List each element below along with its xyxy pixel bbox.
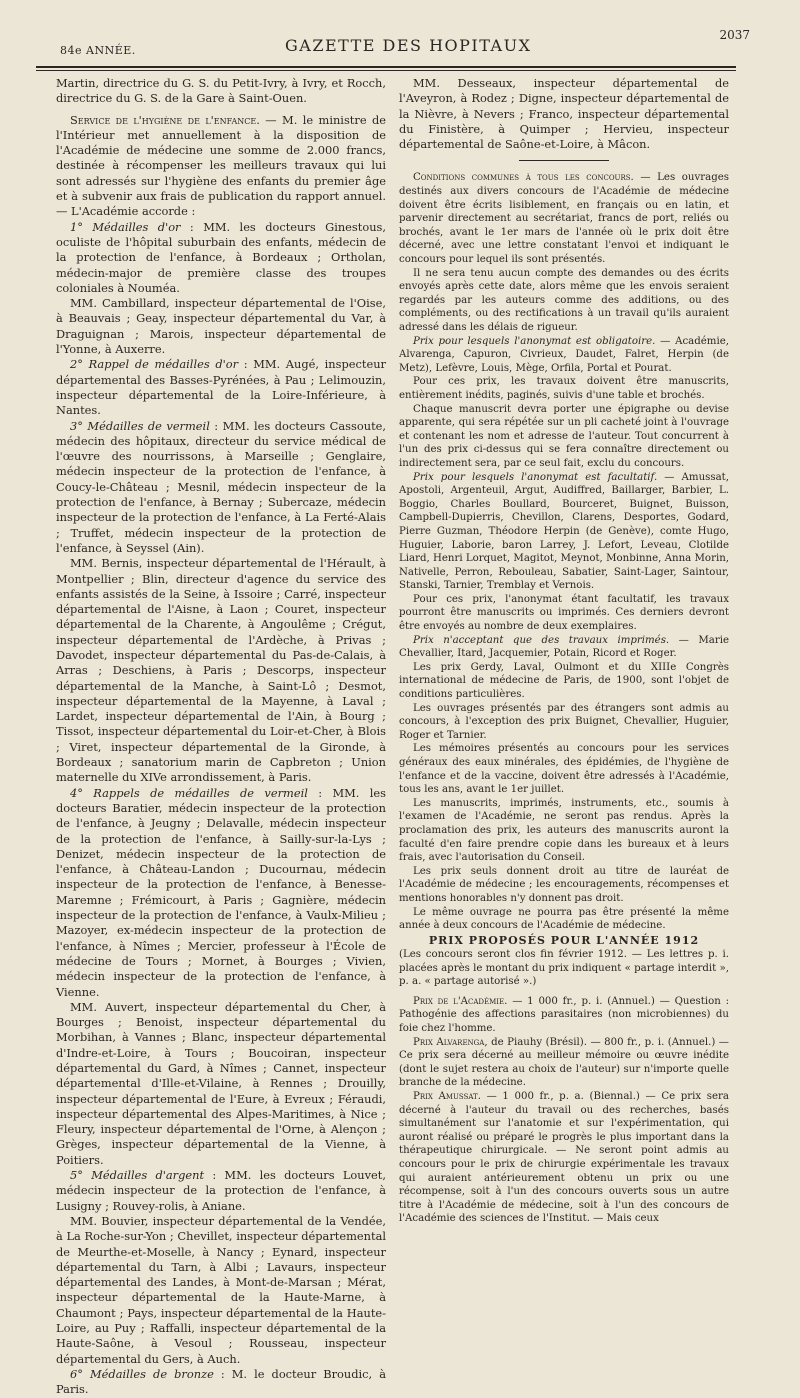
paragraph: Prix Amussat. — 1 000 fr., p. a. (Biennal.) — Ce prix sera décerné à l'auteur du travail ou des recherches, basés simultanément sur l'anatomie et sur l'expérimentation, qui auront réalisé ou préparé le progrès le plus important dans la thérapeutique chirurgicale. — Ne seront point admis au concours pour le prix de chirurgie expérimentale les travaux qui auraient antérieurement obtenu un prix ou une récompense, soit à l'un des concours ouverts sous un autre titre à l'Académie de médecine, soit à l'un des concours de l'Académie des sciences de l'Institut. — Mais ceux [399, 1090, 729, 1225]
paragraph: 3° Médailles de vermeil : MM. les docteurs Cassoute, médecin des hôpitaux, directeur du service médical de l'œuvre des nourrissons, à Marseille ; Genglaire, médecin inspecteur de la protection de l'enfance, à Coucy-le-Château ; Mesnil, médecin inspecteur de la protection de l'enfance, à Bernay ; Subercaze, médecin inspecteur de la protection de l'enfance, à La Ferté-Alais ; Truffet, médecin inspecteur de la protection de l'enfance, à Seyssel (Ain). [56, 418, 387, 555]
header-rule-thick [36, 66, 736, 68]
paragraph: Les manuscrits, imprimés, instruments, etc., soumis à l'examen de l'Académie, ne seront pas rendus. Après la proclamation des prix, les auteurs des manuscrits auront la faculté d'en faire prendre copie dans les bureaux et à leurs frais, avec l'autorisation du Conseil. [399, 797, 729, 864]
paragraph: Les prix Gerdy, Laval, Oulmont et du XIIIe Congrès international de médecine de Paris, de 1900, sont l'objet de conditions particulières. [399, 661, 729, 701]
volume-label: 84e ANNÉE. [60, 44, 136, 57]
paragraph: Conditions communes à tous les concours. — Les ouvrages destinés aux divers concours de l'Académie de médecine doivent être écrits lisiblement, en français ou en latin, et parvenir directement au secrétariat, francs de port, reliés ou brochés, avant le 1er mars de l'année où le prix doit être décerné, avec une lettre constatant l'envoi et indiquant le concours pour lequel ils sont présentés. [399, 172, 729, 266]
award-heading: 3° Médailles de vermeil [70, 418, 210, 433]
separator-rule [519, 160, 609, 161]
prize-heading: Prix Alvarenga, [413, 1036, 488, 1048]
paragraph: Chaque manuscrit devra porter une épigraphe ou devise apparente, qui sera répétée sur un pli cacheté joint à l'ouvrage et contenant les nom et adresse de l'auteur. Tout concurrent à l'un des prix ci-dessus qui se fera connaître directement ou indirectement sera, par ce seul fait, exclu du concours. [399, 403, 729, 469]
paragraph: Les mémoires présentés au concours pour les services généraux des eaux minérales, des épidémies, de l'hygiène de l'enfance et de la vaccine, doivent être adressés à l'Académie, tous les ans, avant le 1er juillet. [399, 743, 729, 796]
award-heading: 5° Médailles d'argent [70, 1168, 205, 1183]
paragraph: MM. Desseaux, inspecteur départemental de l'Aveyron, à Rodez ; Digne, inspecteur départemental de la Nièvre, à Nevers ; Franco, inspecteur départemental du Finistère, à Quimper ; Hervieu, inspecteur départemental de Saône-et-Loire, à Mâcon. [399, 76, 729, 152]
paragraph: Prix Alvarenga, de Piauhy (Brésil). — 800 fr., p. i. (Annuel.) — Ce prix sera décerné au meilleur mémoire ou œuvre inédite (dont le sujet restera au choix de l'auteur) sur n'importe quelle branche de la médecine. [399, 1036, 729, 1089]
award-heading: 1° Médailles d'or [70, 219, 181, 234]
header-rule-thin [36, 70, 736, 71]
paragraph: 2° Rappel de médailles d'or : MM. Augé, inspecteur départemental des Basses-Pyrénées, à Pau ; Lelimouzin, inspecteur départemental de la Loire-Inférieure, à Nantes. [56, 357, 386, 418]
note-paragraph: (Les concours seront clos fin février 1912. — Les lettres p. i. placées après le montant du prix indiquent « partage interdit », p. a. « partage autorisé ».) [399, 949, 729, 988]
paragraph: MM. Bouvier, inspecteur départemental de la Vendée, à La Roche-sur-Yon ; Chevillet, inspecteur départemental de Meurthe-et-Moselle, à Nancy ; Eynard, inspecteur départemental du Tarn, à Albi ; Lavaurs, inspecteur départemental des Landes, à Mont-de-Marsan ; Mérat, inspecteur départemental de la Haute-Marne, à Chaumont ; Pays, inspecteur départemental de la Haute-Loire, au Puy ; Raffalli, inspecteur départemental de la Haute-Saône, à Vesoul ; Rousseau, inspecteur départemental du Gers, à Auch. [56, 1213, 386, 1366]
paragraph: MM. Auvert, inspecteur départemental du Cher, à Bourges ; Benoist, inspecteur départemental du Morbihan, à Vannes ; Blanc, inspecteur départemental d'Indre-et-Loire, à Tours ; Boucoiran, inspecteur départemental du Gard, à Nîmes ; Cannet, inspecteur départemental d'Ille-et-Vilaine, à Rennes ; Drouilly, inspecteur départemental de l'Eure, à Evreux ; Féraudi, inspecteur départemental des Alpes-Maritimes, à Nice ; Fleury, inspecteur départemental de l'Orne, à Alençon ; Grèges, inspecteur départemental de la Vienne, à Poitiers. [56, 999, 386, 1167]
prize-heading: Prix de l'Académie. [413, 995, 508, 1007]
paragraph: Prix de l'Académie. — 1 000 fr., p. i. (Annuel.) — Question : Pathogénie des affections parasitaires (non microbiennes) du foie chez l'homme. [399, 995, 730, 1034]
paragraph: 4° Rappels de médailles de vermeil : MM. les docteurs Baratier, médecin inspecteur de la protection de l'enfance, à Jeugny ; Delavalle, médecin inspecteur de la protection de l'enfance, à Sailly-sur-la-Lys ; Denizet, médecin inspecteur de la protection de l'enfance, à Château-Landon ; Ducournau, médecin inspecteur de la protection de l'enfance, à Benesse-Maremne ; Frémicourt, à Paris ; Gagnière, médecin inspecteur de la protection de l'enfance, à Vaulx-Milieu ; Mazoyer, ex-médecin inspecteur de la protection de l'enfance, à Nîmes ; Mercier, professeur à l'École de médecine de Tours ; Mornet, à Bourges ; Vivien, médecin inspecteur de la protection de l'enfance, à Vienne. [56, 785, 386, 999]
paragraph: Le même ouvrage ne pourra pas être présenté la même année à deux concours de l'Académie de médecine. [399, 906, 729, 932]
paragraph: Pour ces prix, l'anonymat étant facultatif, les travaux pourront être manuscrits ou imprimés. Ces derniers devront être envoyés au nombre de deux exemplaires. [399, 593, 729, 633]
paragraph: Il ne sera tenu aucun compte des demandes ou des écrits envoyés après cette date, alors même que les envois seraient regardés par les auteurs comme des additions, ou des compléments, ou des rectifications à un travail qu'ils auraient adressé dans les délais de rigueur. [399, 267, 729, 334]
paragraph: Les ouvrages présentés par des étrangers sont admis au concours, à l'exception des prix Buignet, Chevallier, Huguier, Roger et Tarnier. [399, 702, 729, 741]
paragraph: Martin, directrice du G. S. du Petit-Ivry, à Ivry, et Rocch, directrice du G. S. de la Gare à Saint-Ouen. [56, 76, 386, 106]
prize-heading: Prix Amussat. [413, 1090, 481, 1102]
prize-heading: Prix pour lesquels l'anonymat est facultatif. [413, 471, 658, 483]
paragraph: Prix pour lesquels l'anonymat est facultatif. — Amussat, Apostoli, Argenteuil, Argut, Audiffred, Baillarger, Barbier, L. Boggio, Charles Boullard, Bourceret, Buignet, Buisson, Campbell-Dupierris, Chevillon, Clarens, Desportes, Godard, Pierre Guzman, Théodore Herpin (de Genève), comte Hugo, Huguier, Laborie, baron Larrey, J. Lefort, Leveau, Clotilde Liard, Henri Lorquet, Magitot, Meynot, Monbinne, Anna Morin, Nativelle, Perron, Rebouleau, Sabatier, Saint-Lager, Saintour, Stanski, Tarnier, Tremblay et Vernois. [399, 471, 729, 592]
section-heading: Service de l'hygiène de l'enfance. [70, 112, 260, 127]
paragraph: 6° Médailles de bronze : M. le docteur Broudic, à Paris. [56, 1366, 386, 1397]
paragraph: Pour ces prix, les travaux doivent être manuscrits, entièrement inédits, paginés, suivis d'une table et brochés. [399, 376, 729, 401]
left-column [56, 76, 387, 1397]
prize-heading: Prix n'acceptant que des travaux imprimés. [413, 634, 670, 646]
paragraph: Prix n'acceptant que des travaux imprimés. — Marie Chevallier, Itard, Jacquemier, Potain, Ricord et Roger. [399, 634, 729, 660]
paragraph: MM. Bernis, inspecteur départemental de l'Hérault, à Montpellier ; Blin, directeur d'agence du service des enfants assistés de la Seine, à Issoire ; Carré, inspecteur départemental de l'Aisne, à Laon ; Couret, inspecteur départemental de la Charente, à Angoulême ; Crégut, inspecteur départemental de l'Ardèche, à Privas ; Davodet, inspecteur départemental du Pas-de-Calais, à Arras ; Deschiens, à Paris ; Descorps, inspecteur départemental de la Manche, à Saint-Lô ; Desmot, inspecteur départemental de la Mayenne, à Laval ; Lardet, inspecteur départemental de l'Ain, à Bourg ; Tissot, inspecteur départemental du Loir-et-Cher, à Blois ; Viret, inspecteur départemental de la Gironde, à Bordeaux ; sanatorium marin de Capbreton ; Union maternelle du XIVe arrondissement, à Paris. [56, 556, 386, 785]
paragraph: Prix pour lesquels l'anonymat est obligatoire. — Académie, Alvarenga, Capuron, Civrieux, Daudet, Falret, Herpin (de Metz), Lefèvre, Louis, Mège, Orfila, Portal et Pourat. [399, 335, 729, 374]
award-heading: 4° Rappels de médailles de vermeil [70, 785, 308, 800]
right-column [399, 76, 730, 1225]
paragraph: MM. Cambillard, inspecteur départemental de l'Oise, à Beauvais ; Geay, inspecteur départemental du Var, à Draguignan ; Marois, inspecteur départemental de l'Yonne, à Auxerre. [56, 296, 386, 357]
section-title: PRIX PROPOSÉS POUR L'ANNÉE 1912 [428, 933, 700, 947]
section-heading: Conditions communes à tous les concours. [413, 172, 634, 184]
journal-title: GAZETTE DES HOPITAUX [285, 36, 532, 55]
award-heading: 6° Médailles de bronze [70, 1366, 214, 1381]
award-heading: 2° Rappel de médailles d'or [70, 357, 239, 372]
page-header [60, 28, 750, 64]
prize-heading: Prix pour lesquels l'anonymat est obligatoire. [413, 335, 656, 347]
paragraph: Les prix seuls donnent droit au titre de lauréat de l'Académie de médecine ; les encouragements, récompenses et mentions honorables n'y donnent pas droit. [399, 865, 729, 904]
paragraph: Service de l'hygiène de l'enfance. — M. le ministre de l'Intérieur met annuellement à la disposition de l'Académie de médecine une somme de 2.000 francs, destinée à récompenser les meilleurs travaux qui lui sont adressés sur l'hygiène des enfants du premier âge et à subvenir aux frais de publication du rapport annuel. — L'Académie accorde : [56, 112, 386, 219]
page-number: 2037 [719, 28, 750, 42]
paragraph: 5° Médailles d'argent : MM. les docteurs Louvet, médecin inspecteur de la protection de l'enfance, à Lusigny ; Rouvey-rolis, à Aniane. [56, 1168, 386, 1213]
paragraph: 1° Médailles d'or : MM. les docteurs Ginestous, oculiste de l'hôpital suburbain des enfants, médecin de la protection de l'enfance, à Bordeaux ; Ortholan, médecin-major de première classe des troupes coloniales à Nouméa. [56, 219, 386, 295]
